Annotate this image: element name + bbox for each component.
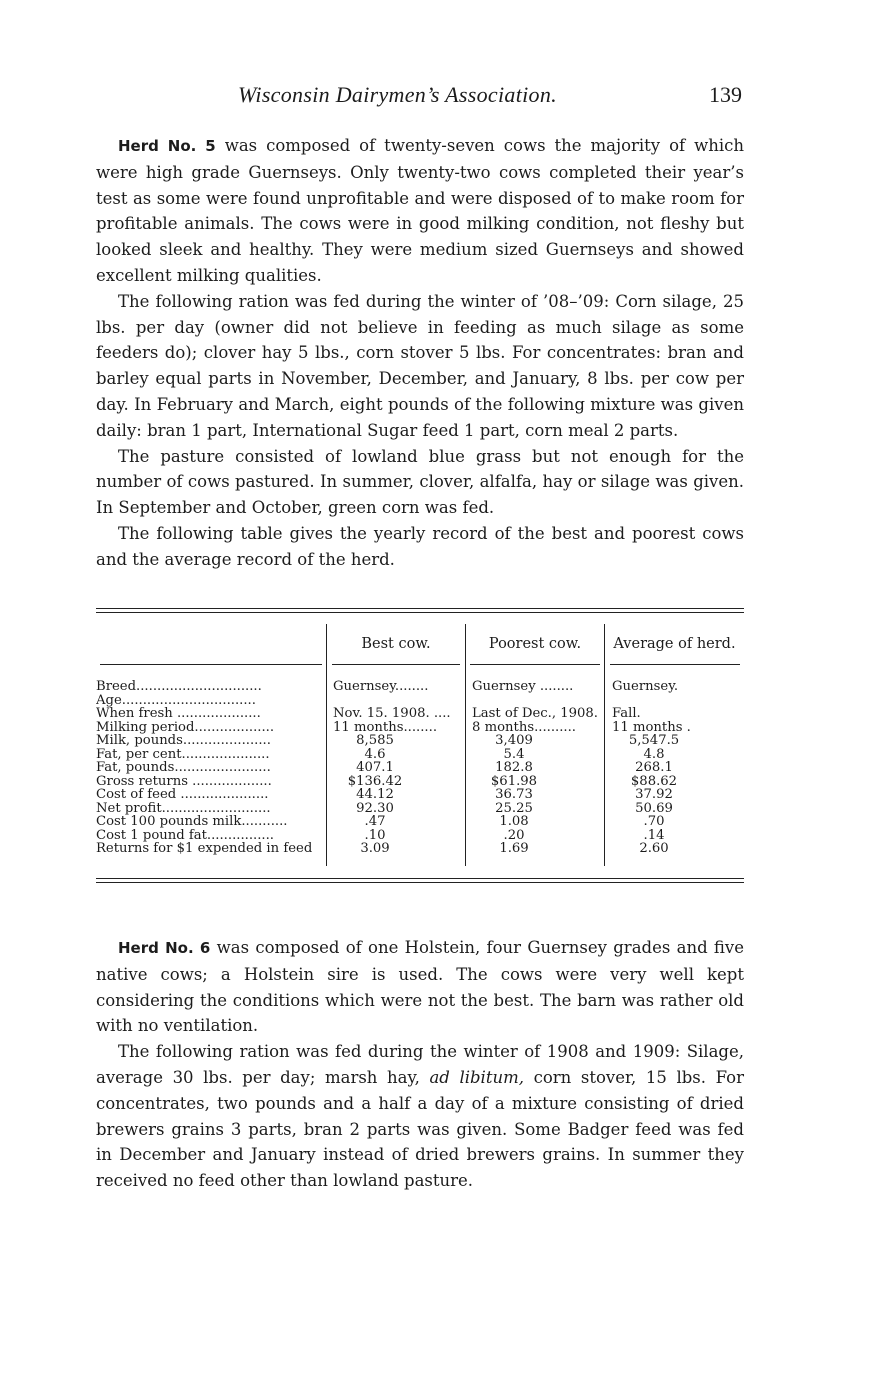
row-label: Fat, pounds....................... bbox=[96, 761, 271, 775]
cell-avg: 4.8 bbox=[643, 746, 665, 762]
herd5-paragraph-1 bbox=[96, 133, 744, 289]
cell-best: Nov. 15. 1908. .... bbox=[333, 707, 451, 721]
column-divider-2 bbox=[465, 624, 466, 866]
row-label: Age................................ bbox=[96, 693, 256, 707]
cell-poorest: Guernsey ........ bbox=[472, 680, 574, 694]
herd6-p2-text-a: The following ration was fed during the winter of 1908 and 1909: Silage, average 30 lbs. per day; marsh hay, bbox=[96, 1042, 744, 1087]
column-header-best: Best cow. bbox=[361, 636, 431, 652]
cell-avg: 5,547.5 bbox=[628, 733, 680, 748]
cell-avg: Fall. bbox=[612, 707, 641, 721]
row-label: Milk, pounds..................... bbox=[96, 734, 271, 748]
row-label: When fresh .................... bbox=[96, 707, 261, 721]
cell-avg: 11 months . bbox=[612, 720, 691, 734]
cell-poorest: 8 months.......... bbox=[472, 720, 576, 734]
cell-avg: 2.60 bbox=[639, 841, 669, 856]
cell-avg: 37.92 bbox=[635, 787, 673, 802]
cell-best: 92.30 bbox=[356, 800, 394, 816]
row-label: Net profit.......................... bbox=[96, 801, 271, 815]
herd6-paragraph-2 bbox=[96, 1039, 744, 1194]
cell-poorest: 25.25 bbox=[495, 800, 533, 816]
herd5-paragraph-2: The following ration was fed during the winter of ’08–’09: Corn silage, 25 lbs. per day (owner did not believe in feeding as much silage as some feeders do); clover hay 5 lbs., corn stover 5 lbs. For concentrates: bran and barley equal parts in November, December, and January, 8 lbs. per cow per day. In February and March, eight pounds of the following mixture was given daily: bran 1 part, International Sugar feed 1 part, corn meal 2 parts. bbox=[96, 291, 744, 440]
column-header-poorest: Poorest cow. bbox=[488, 636, 582, 652]
header-underline-average bbox=[610, 664, 740, 665]
herd5-lead: Herd No. 5 bbox=[118, 137, 216, 155]
cell-poorest: .20 bbox=[503, 827, 525, 843]
column-header-average: Average of herd. bbox=[613, 636, 736, 652]
header-underline-poorest bbox=[470, 664, 600, 665]
herd5-paragraph-3: The pasture consisted of lowland blue grass but not enough for the number of cows pastured. In summer, clover, alfalfa, hay or silage was given. In September and October, green corn was fed. bbox=[96, 446, 744, 518]
herd5-section bbox=[96, 133, 744, 573]
cell-best: 4.6 bbox=[364, 746, 386, 762]
cell-poorest: 1.08 bbox=[499, 814, 529, 829]
cell-avg: $88.62 bbox=[630, 773, 678, 789]
cell-best: 11 months........ bbox=[333, 720, 438, 734]
cell-best: .10 bbox=[364, 827, 386, 843]
page-number: 139 bbox=[709, 82, 742, 107]
cell-poorest: 5.4 bbox=[503, 746, 525, 762]
cell-avg: .14 bbox=[643, 827, 665, 843]
cell-best: 3.09 bbox=[360, 841, 390, 856]
cell-best: $136.42 bbox=[347, 773, 403, 789]
cell-poorest: 1.69 bbox=[499, 841, 529, 856]
herd5-paragraph-4: The following table gives the yearly record of the best and poorest cows and the average record of the herd. bbox=[96, 523, 744, 569]
row-label: Breed.............................. bbox=[96, 680, 262, 694]
herd5-record-table bbox=[96, 608, 744, 888]
row-label: Returns for $1 expended in feed bbox=[96, 842, 313, 856]
column-divider-3 bbox=[604, 624, 605, 866]
herd6-p1-text: was composed of one Holstein, four Guernsey grades and five native cows; a Holstein sire is used. The cows were very well kept considering the conditions which were not the best. The barn was rather old with no ventilation. bbox=[96, 938, 744, 1036]
cell-best: Guernsey........ bbox=[333, 680, 429, 694]
row-label: Cost 1 pound fat................ bbox=[96, 828, 274, 842]
cell-best: .47 bbox=[364, 814, 386, 829]
cell-poorest: Last of Dec., 1908. bbox=[472, 707, 598, 721]
cell-poorest: $61.98 bbox=[490, 773, 538, 789]
herd5-p1-text: was composed of twenty-seven cows the majority of which were high grade Guernseys. Only twenty-two cows completed their year’s test as some were found unprofitable and were disposed of to make room for profitable animals. The cows were in good milking condition, not fleshy but looked sleek and healthy. They were medium sized Guernseys and showed excellent milking qualities. bbox=[96, 136, 744, 285]
cell-poorest: 182.8 bbox=[495, 760, 533, 775]
herd6-paragraph-1 bbox=[96, 935, 744, 1039]
cell-avg: 50.69 bbox=[635, 800, 673, 816]
table-top-rule-2 bbox=[96, 612, 744, 613]
table-top-rule bbox=[96, 608, 744, 609]
row-label: Cost of feed ..................... bbox=[96, 788, 269, 802]
running-header bbox=[96, 82, 744, 112]
herd6-lead: Herd No. 6 bbox=[118, 939, 211, 957]
table-bottom-rule bbox=[96, 878, 744, 879]
header-underline-label bbox=[100, 664, 322, 665]
cell-avg: .70 bbox=[643, 814, 665, 829]
herd6-section bbox=[96, 935, 744, 1194]
cell-poorest: 36.73 bbox=[495, 787, 533, 802]
row-label: Cost 100 pounds milk........... bbox=[96, 815, 288, 829]
cell-avg: Guernsey. bbox=[612, 680, 679, 694]
cell-best: 407.1 bbox=[356, 760, 394, 775]
header-underline-best bbox=[332, 664, 460, 665]
row-label: Gross returns ................... bbox=[96, 774, 272, 788]
cell-poorest: 3,409 bbox=[495, 733, 533, 748]
table-bottom-rule-2 bbox=[96, 882, 744, 883]
cell-best: 8,585 bbox=[356, 733, 394, 748]
herd6-p2-text-b: corn stover, 15 lbs. For concentrates, two pounds and a half a day of a mixture consisting of dried brewers grains 3 parts, bran 2 parts was given. Some Badger feed was fed in December and January instead of dried brewers grains. In summer they received no feed other than lowland pasture. bbox=[96, 1067, 744, 1191]
running-title: Wisconsin Dairymen’s Association. bbox=[238, 82, 557, 107]
row-label: Fat, per cent..................... bbox=[96, 747, 270, 761]
cell-best: 44.12 bbox=[356, 787, 394, 802]
cell-avg: 268.1 bbox=[635, 760, 673, 775]
herd6-p2-italic: ad libitum, bbox=[429, 1067, 524, 1087]
column-divider-1 bbox=[326, 624, 327, 866]
row-label: Milking period................... bbox=[96, 720, 275, 734]
